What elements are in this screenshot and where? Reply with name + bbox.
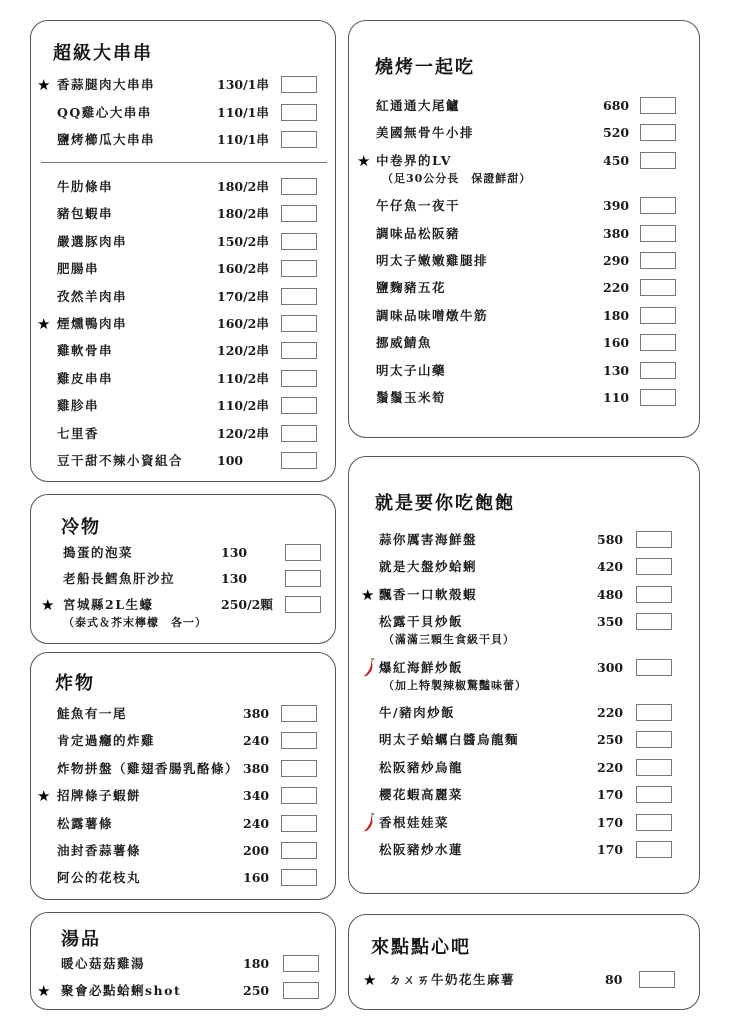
menu-item <box>31 867 335 889</box>
chili-pepper-icon <box>363 657 377 679</box>
item-name: 鮭魚有一尾 <box>57 706 128 721</box>
star-icon: ★ <box>41 596 55 614</box>
star-icon: ★ <box>37 76 51 94</box>
item-name: 肥腸串 <box>57 261 100 277</box>
item-price: 350 <box>597 614 624 630</box>
item-price: 250 <box>597 732 624 748</box>
quantity-box[interactable] <box>639 971 675 988</box>
quantity-box[interactable] <box>636 659 672 676</box>
item-price: 340 <box>243 788 270 804</box>
quantity-box[interactable] <box>281 425 317 442</box>
item-name: 明太子嫩嫩雞腿排 <box>376 253 489 268</box>
menu-item <box>31 74 335 96</box>
item-name: 爆紅海鮮炒飯 <box>379 659 464 675</box>
item-name: 調味品味噌燉牛筋 <box>376 307 489 323</box>
item-price: 110/1串 <box>217 104 269 120</box>
quantity-box[interactable] <box>281 869 317 886</box>
menu-item <box>31 568 335 590</box>
menu-item <box>31 758 335 780</box>
star-icon: ★ <box>363 971 377 989</box>
item-price: 390 <box>603 198 630 214</box>
quantity-box[interactable] <box>636 531 672 548</box>
quantity-box[interactable] <box>281 104 317 121</box>
menu-item <box>349 387 699 409</box>
menu-item <box>349 969 699 991</box>
item-price: 680 <box>603 98 630 113</box>
quantity-box[interactable] <box>283 955 319 972</box>
item-price: 120/2串 <box>217 343 269 359</box>
item-price: 580 <box>597 532 624 547</box>
quantity-box[interactable] <box>281 787 317 804</box>
menu-item <box>349 757 699 779</box>
item-name: 美國無骨牛小排 <box>376 125 475 141</box>
quantity-box[interactable] <box>281 260 317 277</box>
quantity-box[interactable] <box>640 307 676 324</box>
menu-item <box>349 360 699 382</box>
item-price: 290 <box>603 253 630 268</box>
quantity-box[interactable] <box>285 596 321 613</box>
menu-item <box>31 340 335 362</box>
divider <box>41 162 327 163</box>
quantity-box[interactable] <box>636 759 672 776</box>
menu-item <box>31 231 335 253</box>
item-price: 180/2串 <box>217 179 269 194</box>
item-name: 就是大盤炒蛤蜊 <box>379 559 478 575</box>
item-price: 380 <box>243 706 270 721</box>
quantity-box[interactable] <box>640 252 676 269</box>
item-price: 180 <box>603 307 630 323</box>
item-price: 180/2串 <box>217 206 269 222</box>
menu-item <box>349 332 699 354</box>
quantity-box[interactable] <box>281 131 317 148</box>
item-name: 肯定過癮的炸雞 <box>57 733 156 749</box>
item-name: 鹽烤櫛瓜大串串 <box>57 132 156 147</box>
item-price: 250 <box>243 983 270 998</box>
item-name: 鹽麴豬五花 <box>376 280 447 296</box>
quantity-box[interactable] <box>281 233 317 250</box>
menu-item <box>31 450 335 472</box>
section-title: 燒烤一起吃 <box>375 57 475 78</box>
item-price: 110/2串 <box>217 398 269 414</box>
menu-item <box>349 556 699 578</box>
panel-fried <box>30 652 336 900</box>
item-name: 櫻花蝦高麗菜 <box>379 787 464 803</box>
quantity-box[interactable] <box>636 613 672 630</box>
quantity-box[interactable] <box>636 731 672 748</box>
item-price: 160/2串 <box>217 261 269 277</box>
panel-cold <box>30 494 336 644</box>
menu-item <box>349 150 699 172</box>
item-price: 120/2串 <box>217 425 269 441</box>
item-name: 中卷界的LV <box>376 152 453 168</box>
item-price: 110 <box>603 390 630 405</box>
quantity-box[interactable] <box>281 342 317 359</box>
menu-item <box>349 729 699 751</box>
menu-item <box>31 102 335 124</box>
quantity-box[interactable] <box>281 76 317 93</box>
item-price: 300 <box>597 659 624 675</box>
menu-item <box>31 258 335 280</box>
quantity-box[interactable] <box>640 225 676 242</box>
quantity-box[interactable] <box>283 982 319 999</box>
item-name: QQ雞心大串串 <box>57 104 152 120</box>
menu-item <box>349 250 699 272</box>
item-name: 香蒜腿肉大串串 <box>57 77 156 92</box>
quantity-box[interactable] <box>281 315 317 332</box>
item-name: 招牌條子蝦餅 <box>57 788 142 804</box>
item-price: 150/2串 <box>217 233 269 249</box>
quantity-box[interactable] <box>636 704 672 721</box>
quantity-box[interactable] <box>281 815 317 832</box>
item-name: 牛/豬肉炒飯 <box>379 705 456 720</box>
menu-item <box>31 176 335 198</box>
menu-item <box>349 584 699 606</box>
menu-item <box>349 839 699 861</box>
quantity-box[interactable] <box>281 732 317 749</box>
quantity-box[interactable] <box>640 362 676 379</box>
section-title: 來點點心吧 <box>371 937 471 958</box>
item-price: 170 <box>597 842 624 857</box>
item-price: 80 <box>605 972 623 987</box>
item-price: 250/2顆 <box>221 597 273 612</box>
item-name: 煙燻鴨肉串 <box>57 316 128 331</box>
quantity-box[interactable] <box>640 279 676 296</box>
quantity-box[interactable] <box>285 544 321 561</box>
quantity-box[interactable] <box>636 558 672 575</box>
item-price: 100 <box>217 453 244 468</box>
quantity-box[interactable] <box>636 814 672 831</box>
section-title: 超級大串串 <box>53 43 153 64</box>
panel-dessert <box>348 914 700 1010</box>
item-price: 130 <box>221 545 248 560</box>
item-name: 聚會必點蛤蜊shot <box>61 983 182 998</box>
menu-item <box>31 129 335 151</box>
menu-item <box>31 980 335 1002</box>
item-price: 170/2串 <box>217 288 269 304</box>
item-name: 調味品松阪豬 <box>376 225 461 241</box>
menu-item <box>31 813 335 835</box>
item-price: 170 <box>597 814 624 830</box>
item-price: 420 <box>597 559 624 575</box>
item-name: 豬包蝦串 <box>57 206 114 222</box>
quantity-box[interactable] <box>640 197 676 214</box>
item-name: 孜然羊肉串 <box>57 288 128 304</box>
menu-item <box>349 305 699 327</box>
item-price: 220 <box>603 280 630 296</box>
menu-item <box>31 594 335 616</box>
menu-item <box>31 953 335 975</box>
menu-item <box>349 95 699 117</box>
quantity-box[interactable] <box>636 841 672 858</box>
item-price: 110/2串 <box>217 370 269 386</box>
item-name: 飄香一口軟殼蝦 <box>379 586 478 602</box>
item-price: 160 <box>603 335 630 351</box>
item-name: 雞胗串 <box>57 398 100 414</box>
item-name: 松阪豬炒水蓮 <box>379 842 464 857</box>
item-price: 130 <box>221 571 248 586</box>
section-title: 冷物 <box>61 517 101 538</box>
panel-filling <box>348 456 700 894</box>
item-name: 搗蛋的泡菜 <box>63 545 134 560</box>
section-title: 湯品 <box>61 929 101 950</box>
menu-item <box>31 203 335 225</box>
item-price: 130 <box>603 362 630 378</box>
quantity-box[interactable] <box>281 205 317 222</box>
menu-item <box>349 702 699 724</box>
menu-item <box>349 223 699 245</box>
item-name: 雞皮串串 <box>57 370 114 386</box>
item-note: （泰式＆芥末檸檬 各一） <box>63 616 207 629</box>
item-price: 110/1串 <box>217 132 269 147</box>
quantity-box[interactable] <box>640 334 676 351</box>
quantity-box[interactable] <box>640 152 676 169</box>
item-note: （足30公分長 保證鮮甜） <box>382 171 532 185</box>
menu-item <box>31 313 335 335</box>
panel-bbq <box>348 20 700 438</box>
item-name: 油封香蒜薯條 <box>57 843 142 858</box>
quantity-box[interactable] <box>281 288 317 305</box>
item-name: 蒜你厲害海鮮盤 <box>379 532 478 547</box>
item-price: 200 <box>243 843 270 858</box>
menu-item <box>31 423 335 445</box>
star-icon: ★ <box>37 982 51 1000</box>
menu-item <box>349 195 699 217</box>
item-name: 炸物拼盤（雞翅香腸乳酪條） <box>57 760 240 776</box>
quantity-box[interactable] <box>636 786 672 803</box>
item-name: 挪威鯖魚 <box>376 335 433 351</box>
item-name: 松露薯條 <box>57 815 114 831</box>
quantity-box[interactable] <box>640 124 676 141</box>
item-name: 鬚鬚玉米筍 <box>376 390 447 405</box>
chili-pepper-icon <box>363 812 377 834</box>
menu-item <box>349 611 699 633</box>
item-name: 明太子蛤蠣白醬烏龍麵 <box>379 732 520 748</box>
quantity-box[interactable] <box>636 586 672 603</box>
item-price: 130/1串 <box>217 77 269 92</box>
menu-item <box>31 785 335 807</box>
quantity-box[interactable] <box>281 842 317 859</box>
item-price: 480 <box>597 586 624 602</box>
item-name: 香根娃娃菜 <box>379 814 450 830</box>
quantity-box[interactable] <box>285 570 321 587</box>
item-name: 午仔魚一夜干 <box>376 198 461 214</box>
item-price: 240 <box>243 815 270 831</box>
menu-item <box>31 840 335 862</box>
menu-item <box>349 657 699 679</box>
quantity-box[interactable] <box>281 705 317 722</box>
item-price: 450 <box>603 152 630 168</box>
menu-item <box>349 529 699 551</box>
item-name: 七里香 <box>57 425 100 441</box>
item-price: 220 <box>597 705 624 720</box>
quantity-box[interactable] <box>281 370 317 387</box>
item-price: 170 <box>597 787 624 803</box>
item-name: 豆干甜不辣小資組合 <box>57 453 184 468</box>
quantity-box[interactable] <box>281 760 317 777</box>
item-name: ㄉㄨㄞ牛奶花生麻薯 <box>389 972 516 987</box>
item-name: 阿公的花枝丸 <box>57 870 142 886</box>
star-icon: ★ <box>361 585 375 604</box>
menu-item <box>31 286 335 308</box>
menu-item <box>349 122 699 144</box>
item-note: （加上特製辣椒驚豔味蕾） <box>383 678 527 692</box>
section-title: 就是要你吃飽飽 <box>375 493 515 514</box>
star-icon: ★ <box>37 315 51 333</box>
panel-soup <box>30 912 336 1010</box>
menu-item <box>349 784 699 806</box>
item-name: 松阪豬炒烏龍 <box>379 759 464 775</box>
item-name: 宮城縣2L生蠔 <box>63 597 154 612</box>
quantity-box[interactable] <box>640 389 676 406</box>
item-name: 牛肋條串 <box>57 179 114 194</box>
item-note: （滿滿三顆生食級干貝） <box>383 633 515 647</box>
item-name: 雞軟骨串 <box>57 343 114 359</box>
quantity-box[interactable] <box>281 397 317 414</box>
quantity-box[interactable] <box>281 452 317 469</box>
section-title: 炸物 <box>55 673 95 694</box>
item-price: 380 <box>243 760 270 776</box>
item-name: 紅通通大尾鱸 <box>376 98 461 113</box>
star-icon: ★ <box>37 787 51 806</box>
item-price: 380 <box>603 225 630 241</box>
item-price: 240 <box>243 733 270 749</box>
item-name: 嚴選豚肉串 <box>57 233 128 249</box>
menu-item <box>349 277 699 299</box>
menu-item <box>349 812 699 834</box>
item-name: 松露干貝炒飯 <box>379 614 464 630</box>
menu-item <box>31 542 335 564</box>
item-price: 180 <box>243 956 270 971</box>
quantity-box[interactable] <box>281 178 317 195</box>
menu-item <box>31 395 335 417</box>
item-name: 暖心菇菇雞湯 <box>61 956 146 971</box>
menu-item <box>31 368 335 390</box>
item-price: 160 <box>243 870 270 886</box>
item-price: 160/2串 <box>217 316 269 331</box>
menu-item <box>31 703 335 725</box>
panel-skewers <box>30 20 336 482</box>
item-price: 220 <box>597 759 624 775</box>
item-name: 明太子山藥 <box>376 362 447 378</box>
star-icon: ★ <box>357 151 371 170</box>
item-price: 520 <box>603 125 630 141</box>
quantity-box[interactable] <box>640 97 676 114</box>
item-name: 老船長鱈魚肝沙拉 <box>63 571 176 586</box>
menu-item <box>31 730 335 752</box>
